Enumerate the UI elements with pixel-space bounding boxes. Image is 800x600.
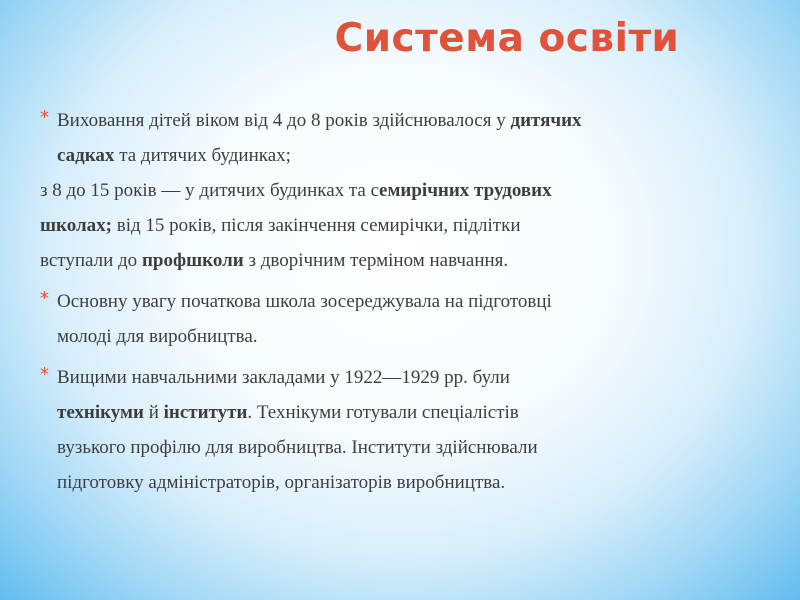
bold-term-dytiachykh: дитячих [510,110,582,131]
bold-term-instytuty: інститути [163,402,248,423]
text-run: й [143,402,164,423]
text-run: з дворічним терміном навчання. [243,250,509,271]
text-run: . Технікуми готували спеціалістів [247,402,519,423]
bold-term-semirichnykh: емирічних трудових [379,180,552,201]
asterisk-icon: * [40,288,49,309]
bullet-4-line-3: вузького профілю для виробництва. Інститути здійснювали [57,437,538,458]
slide-title: Система освіти [334,16,680,61]
bold-term-shkolakh: школах; [40,215,112,236]
bullet-1-line-1 [57,103,770,138]
text-run: вступали до [40,250,142,271]
bold-term-sadkakh: садках [57,145,115,166]
text-run: з 8 до 15 років — у дитячих будинках та с [40,180,380,201]
bullet-4-line-2 [57,395,770,430]
slide-content [40,103,770,500]
paragraph-2-line-1 [40,173,770,208]
text-run: від 15 років, після закінчення семирічки, підлітки [111,215,521,236]
paragraph-2 [40,173,770,278]
bullet-4-line-4: підготовку адміністраторів, організаторів виробництва. [57,472,506,493]
bold-term-tekhnikumy: технікуми [57,402,144,423]
bullet-3-line-2: молоді для виробництва. [57,326,258,347]
bullet-item-3 [40,284,770,354]
bullet-item-1 [40,103,770,173]
bullet-3-line-1: Основну увагу початкова школа зосереджувала на підготовці [57,291,552,312]
paragraph-2-line-2 [40,208,770,243]
text-run: Виховання дітей віком від 4 до 8 років здійснювалося у [57,110,511,131]
bold-term-profshkoly: профшколи [141,250,244,271]
asterisk-icon: * [40,364,49,385]
paragraph-2-line-3 [40,243,770,278]
bullet-item-4 [40,360,770,500]
bullet-4-line-1: Вищими навчальними закладами у 1922—1929 рр. були [57,367,510,388]
asterisk-icon: * [40,107,49,128]
text-run: та дитячих будинках; [114,145,291,166]
bullet-1-line-2 [57,138,770,173]
